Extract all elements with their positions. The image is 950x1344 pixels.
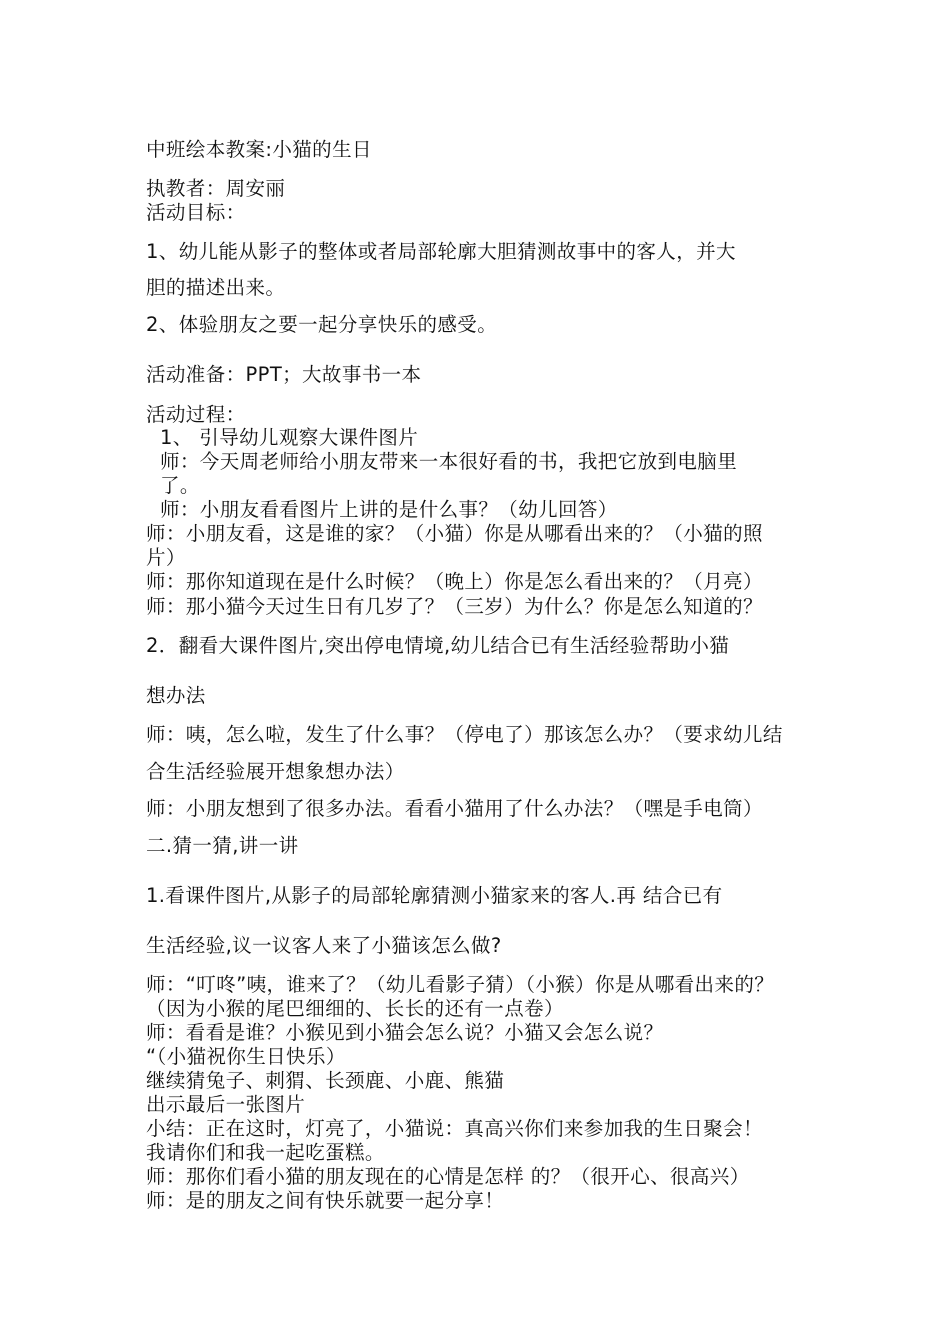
process-heading: 活动过程： xyxy=(146,403,246,426)
step-3-line-6: 出示最后一张图片 xyxy=(146,1093,306,1116)
step-2-line-3: 师：小朋友想到了很多办法。看看小猫用了什么办法？（嘿是手电筒） xyxy=(146,797,763,820)
step-3-line-1: 师：“叮咚”咦，谁来了？（幼儿看影子猜）（小猴）你是从哪看出来的？ xyxy=(146,973,775,996)
step-2-heading-line-2: 想办法 xyxy=(146,684,206,707)
goal-1-line-1: 1、幼儿能从影子的整体或者局部轮廓大胆猜测故事中的客人，并大 xyxy=(146,240,736,263)
step-1-heading: 1、 引导幼儿观察大课件图片 xyxy=(160,426,419,449)
step-3-line-8: 我请你们和我一起吃蛋糕。 xyxy=(146,1141,385,1164)
step-3-line-5: 继续猜兔子、刺猬、长颈鹿、小鹿、熊猫 xyxy=(146,1069,505,1092)
step-2-heading-line-1: 2．翻看大课件图片,突出停电情境,幼儿结合已有生活经验帮助小猫 xyxy=(146,634,730,657)
step-3-line-4: “（小猫祝你生日快乐） xyxy=(146,1045,346,1068)
step-2-line-1: 师：咦，怎么啦，发生了什么事？（停电了）那该怎么办？（要求幼儿结 xyxy=(146,723,783,746)
goals-heading: 活动目标： xyxy=(146,201,246,224)
step-3-line-9: 师：那你们看小猫的朋友现在的心情是怎样 的？（很开心、很高兴） xyxy=(146,1165,750,1188)
step-3-heading-line-2: 生活经验,议一议客人来了小猫该怎么做? xyxy=(146,934,502,957)
step-3-line-10: 师：是的朋友之间有快乐就要一起分享！ xyxy=(146,1189,505,1212)
step-2-line-2: 合生活经验展开想象想办法） xyxy=(146,760,405,783)
goal-1-line-2: 胆的描述出来。 xyxy=(146,276,286,299)
step-1-line-5: 片） xyxy=(146,546,186,569)
section-2-heading: 二.猜一猜,讲一讲 xyxy=(146,834,299,857)
step-3-line-7: 小结：正在这时，灯亮了，小猫说：真高兴你们来参加我的生日聚会！ xyxy=(146,1117,763,1140)
step-1-line-3: 师：小朋友看看图片上讲的是什么事？（幼儿回答） xyxy=(160,498,618,521)
step-1-line-4: 师：小朋友看，这是谁的家？（小猫）你是从哪看出来的？（小猫的照 xyxy=(146,522,763,545)
step-1-line-1: 师：今天周老师给小朋友带来一本很好看的书，我把它放到电脑里 xyxy=(160,450,738,473)
step-1-line-2: 了。 xyxy=(160,474,200,497)
preparation: 活动准备：PPT；大故事书一本 xyxy=(146,363,422,386)
goal-2: 2、体验朋友之要一起分享快乐的感受。 xyxy=(146,313,498,336)
step-3-line-3: 师：看看是谁？小猴见到小猫会怎么说？小猫又会怎么说？ xyxy=(146,1021,664,1044)
step-1-line-7: 师：那小猫今天过生日有几岁了？（三岁）为什么？你是怎么知道的？ xyxy=(146,595,763,618)
step-1-line-6: 师：那你知道现在是什么时候？（晚上）你是怎么看出来的？（月亮） xyxy=(146,570,763,593)
step-3-line-2: （因为小猴的尾巴细细的、长长的还有一点卷） xyxy=(146,997,564,1020)
teacher-line: 执教者：周安丽 xyxy=(146,177,286,200)
step-3-heading-line-1: 1.看课件图片,从影子的局部轮廓猜测小猫家来的客人.再 结合已有 xyxy=(146,884,723,907)
doc-title: 中班绘本教案:小猫的生日 xyxy=(146,138,372,161)
